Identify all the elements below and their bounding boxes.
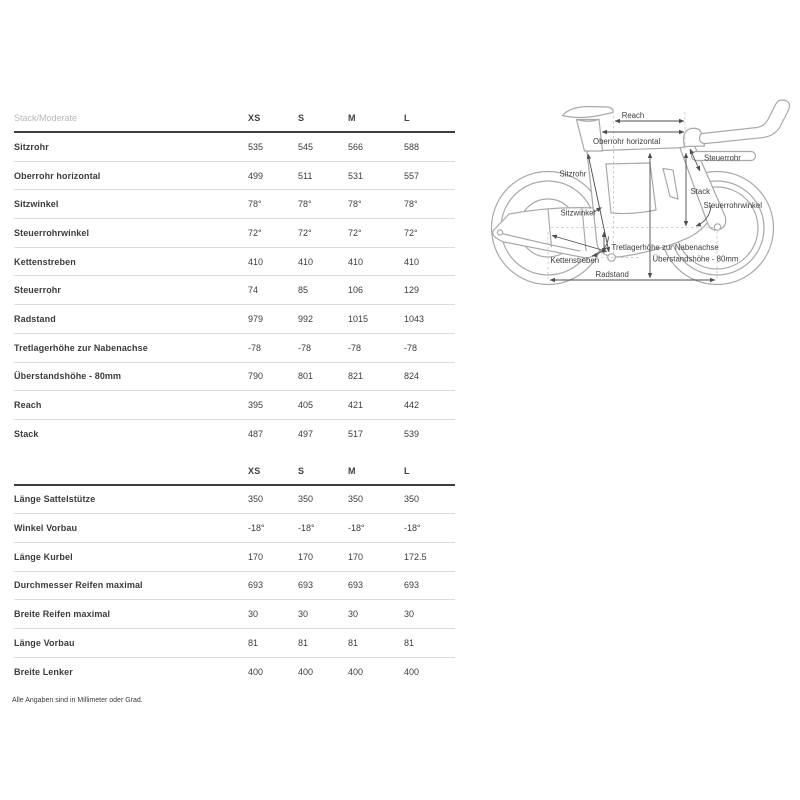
cell-value-l: 539 bbox=[404, 428, 420, 439]
cell-value-xs: 74 bbox=[248, 285, 259, 296]
table-header-row-2 bbox=[14, 458, 455, 486]
row-label: Breite Reifen maximal bbox=[14, 609, 111, 620]
row-label: Radstand bbox=[14, 313, 56, 324]
cell-value-s: 400 bbox=[298, 666, 314, 677]
cell-value-m: 421 bbox=[348, 400, 364, 411]
table-row bbox=[14, 133, 455, 162]
cell-value-m: 531 bbox=[348, 170, 364, 181]
cell-value-xs: 395 bbox=[248, 400, 264, 411]
cell-value-m: 30 bbox=[348, 609, 359, 620]
cell-value-l: 30 bbox=[404, 609, 415, 620]
row-label: Kettenstreben bbox=[14, 256, 76, 267]
row-label: Reach bbox=[14, 400, 42, 411]
cell-value-l: 81 bbox=[404, 637, 415, 648]
table-row bbox=[14, 305, 455, 334]
cell-value-l: 824 bbox=[404, 371, 420, 382]
cell-value-m: 72° bbox=[348, 227, 362, 238]
row-label: Oberrohr horizontal bbox=[14, 170, 101, 181]
cell-value-l: 350 bbox=[404, 494, 420, 505]
geometry-table-section-2 bbox=[14, 458, 455, 686]
table-header-row-1 bbox=[14, 105, 455, 133]
cell-value-s: 81 bbox=[298, 637, 309, 648]
row-label: Steuerrohrwinkel bbox=[14, 227, 90, 238]
cell-value-xs: 350 bbox=[248, 494, 264, 505]
table-row bbox=[14, 486, 455, 515]
row-label: Länge Vorbau bbox=[14, 637, 75, 648]
table-row bbox=[14, 391, 455, 420]
cell-value-l: 557 bbox=[404, 170, 420, 181]
cell-value-xs: 81 bbox=[248, 637, 259, 648]
column-header-s: S bbox=[298, 465, 305, 476]
column-header-l: L bbox=[404, 113, 410, 123]
row-label: Stack bbox=[14, 428, 39, 439]
cell-value-l: 172.5 bbox=[404, 551, 427, 562]
cell-value-s: 405 bbox=[298, 400, 314, 411]
row-label: Länge Sattelstütze bbox=[14, 494, 96, 505]
cell-value-xs: 170 bbox=[248, 551, 264, 562]
geometry-table bbox=[14, 105, 455, 704]
cell-value-s: 497 bbox=[298, 428, 314, 439]
cell-value-l: 72° bbox=[404, 227, 418, 238]
table-row bbox=[14, 543, 455, 572]
cell-value-m: 410 bbox=[348, 256, 364, 267]
table-row bbox=[14, 572, 455, 601]
column-header-s: S bbox=[298, 113, 305, 123]
table-row bbox=[14, 629, 455, 658]
table-row bbox=[14, 334, 455, 363]
cell-value-xs: 535 bbox=[248, 141, 264, 152]
cell-value-l: 588 bbox=[404, 141, 420, 152]
cell-value-s: 350 bbox=[298, 494, 314, 505]
steuerrohrwinkel-label: Steuerrohrwinkel bbox=[703, 201, 763, 210]
cell-value-xs: 72° bbox=[248, 227, 262, 238]
reach-label: Reach bbox=[621, 111, 645, 120]
cell-value-s: 992 bbox=[298, 313, 314, 324]
row-label: Tretlagerhöhe zur Nabenachse bbox=[14, 342, 148, 353]
kettenstreben-label: Kettenstreben bbox=[550, 256, 600, 265]
front-hub-icon bbox=[714, 224, 720, 230]
cell-value-m: 821 bbox=[348, 371, 364, 382]
row-label: Überstandshöhe - 80mm bbox=[14, 371, 122, 382]
cell-value-s: 545 bbox=[298, 141, 314, 152]
table-row bbox=[14, 248, 455, 277]
cell-value-xs: 400 bbox=[248, 666, 264, 677]
column-header-xs: XS bbox=[248, 465, 261, 476]
steuerrohr-label: Steuerrohr bbox=[704, 153, 741, 163]
table-row bbox=[14, 276, 455, 305]
cell-value-s: -78 bbox=[298, 342, 312, 353]
table-row bbox=[14, 162, 455, 191]
cell-value-m: 106 bbox=[348, 285, 364, 296]
row-label: Breite Lenker bbox=[14, 666, 73, 677]
table-row bbox=[14, 420, 455, 448]
row-label: Sitzwinkel bbox=[14, 199, 59, 210]
cell-value-m: 517 bbox=[348, 428, 364, 439]
tretlagerhoehe-label: Tretlagerhöhe zur Nabenachse bbox=[611, 243, 719, 252]
cell-value-s: 410 bbox=[298, 256, 314, 267]
cell-value-s: 78° bbox=[298, 199, 312, 210]
cell-value-xs: -78 bbox=[248, 342, 262, 353]
row-label: Länge Kurbel bbox=[14, 551, 73, 562]
sitzwinkel-label: Sitzwinkel bbox=[560, 208, 596, 218]
table-row bbox=[14, 363, 455, 392]
table-row bbox=[14, 219, 455, 248]
cell-value-s: 30 bbox=[298, 609, 309, 620]
stack-label: Stack bbox=[690, 187, 710, 196]
column-header-xs: XS bbox=[248, 113, 261, 123]
cell-value-xs: 30 bbox=[248, 609, 259, 620]
cell-value-s: 170 bbox=[298, 551, 314, 562]
column-header-m: M bbox=[348, 113, 356, 123]
cell-value-m: 693 bbox=[348, 580, 364, 591]
cell-value-xs: 487 bbox=[248, 428, 264, 439]
radstand-label: Radstand bbox=[595, 270, 629, 279]
column-header-l: L bbox=[404, 465, 410, 476]
cell-value-s: 85 bbox=[298, 285, 309, 296]
cell-value-xs: 78° bbox=[248, 199, 262, 210]
cell-value-xs: 693 bbox=[248, 580, 264, 591]
table-header-title: Stack/Moderate bbox=[14, 113, 78, 123]
row-label: Durchmesser Reifen maximal bbox=[14, 580, 143, 591]
cell-value-l: 410 bbox=[404, 256, 420, 267]
cell-value-m: -78 bbox=[348, 342, 362, 353]
table-row bbox=[14, 658, 455, 686]
oberrohr-label: Oberrohr horizontal bbox=[593, 137, 661, 146]
cell-value-l: -18° bbox=[404, 523, 421, 534]
cell-value-l: 442 bbox=[404, 400, 420, 411]
table-row bbox=[14, 514, 455, 543]
cell-value-m: 1015 bbox=[348, 313, 369, 324]
cell-value-s: -18° bbox=[298, 523, 315, 534]
units-footnote: Alle Angaben sind in Millimeter oder Grad. bbox=[12, 697, 143, 705]
cell-value-l: 129 bbox=[404, 285, 420, 296]
cell-value-xs: 979 bbox=[248, 313, 264, 324]
cell-value-m: 78° bbox=[348, 199, 362, 210]
table-row bbox=[14, 190, 455, 219]
cell-value-s: 693 bbox=[298, 580, 314, 591]
cell-value-s: 801 bbox=[298, 371, 314, 382]
cell-value-xs: -18° bbox=[248, 523, 265, 534]
cell-value-m: 566 bbox=[348, 141, 364, 152]
cell-value-l: 400 bbox=[404, 666, 420, 677]
cell-value-m: -18° bbox=[348, 523, 365, 534]
sitzrohr-label: Sitzrohr bbox=[559, 169, 587, 179]
cell-value-l: 78° bbox=[404, 199, 418, 210]
column-header-m: M bbox=[348, 465, 356, 476]
cell-value-s: 511 bbox=[298, 170, 313, 181]
cell-value-xs: 499 bbox=[248, 170, 264, 181]
geometry-table-section-1 bbox=[14, 105, 455, 448]
cell-value-m: 350 bbox=[348, 494, 364, 505]
row-label: Steuerrohr bbox=[14, 285, 62, 296]
cell-value-m: 400 bbox=[348, 666, 364, 677]
cell-value-l: 693 bbox=[404, 580, 420, 591]
row-label: Sitzrohr bbox=[14, 141, 49, 152]
cell-value-m: 81 bbox=[348, 637, 359, 648]
bike-geometry-diagram bbox=[480, 95, 800, 295]
ueberstandshoehe-label: Überstandshöhe - 80mm bbox=[652, 254, 739, 264]
cell-value-xs: 790 bbox=[248, 371, 264, 382]
aerobar-icon bbox=[684, 100, 790, 161]
cell-value-m: 170 bbox=[348, 551, 364, 562]
cell-value-l: 1043 bbox=[404, 313, 425, 324]
table-row bbox=[14, 600, 455, 629]
row-label: Winkel Vorbau bbox=[14, 523, 78, 534]
cell-value-l: -78 bbox=[404, 342, 418, 353]
cell-value-s: 72° bbox=[298, 227, 312, 238]
cell-value-xs: 410 bbox=[248, 256, 264, 267]
